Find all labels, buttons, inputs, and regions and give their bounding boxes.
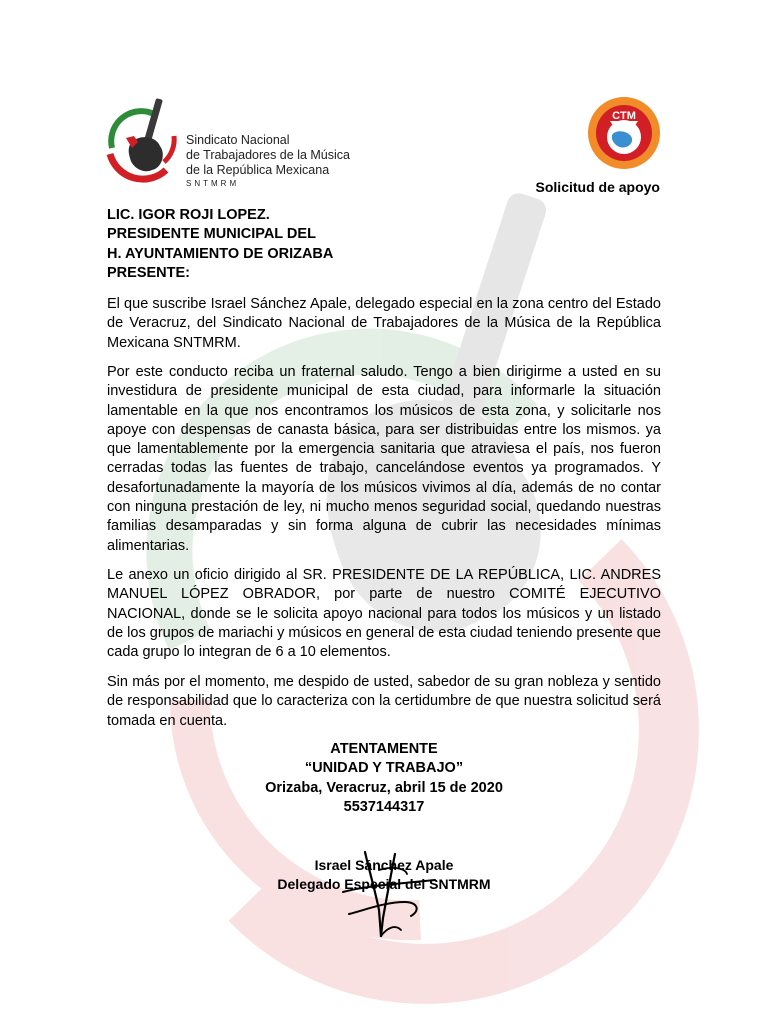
union-logo	[104, 96, 184, 186]
ctm-seal-logo	[586, 95, 662, 171]
organization-name	[186, 133, 350, 190]
addressee-line-4: PRESENTE:	[107, 264, 190, 281]
addressee-line-2: PRESIDENTE MUNICIPAL DEL	[107, 226, 316, 243]
closing-phone: 5537144317	[343, 798, 425, 815]
body-paragraph-1: El que suscribe Israel Sánchez Apale, delegado especial en la zona centro del Estado de Veracruz, del Sindicato Nacional de Trabajadores de la Música de la República Mexicana SNTMRM.	[107, 296, 661, 351]
org-name-line-1: Sindicato Nacional	[186, 133, 290, 147]
addressee-line-1: LIC. IGOR ROJI LOPEZ.	[107, 207, 270, 223]
addressee-block	[107, 206, 333, 283]
addressee-line-3: H. AYUNTAMIENTO DE ORIZABA	[107, 245, 334, 262]
closing-motto: “UNIDAD Y TRABAJO”	[304, 760, 464, 777]
org-name-line-2: de Trabajadores de la Música	[186, 148, 350, 162]
signer-title: Delegado Especial del SNTMRM	[277, 876, 491, 892]
body-paragraph-3: Le anexo un oficio dirigido al SR. PRESIDENTE DE LA REPÚBLICA, LIC. ANDRES MANUEL LÓPEZ OBRADOR, por parte de nuestro COMITÉ EJECUTIVO NACIONAL, donde se le solicita apoyo nacional para todos los músicos y un listado de los grupos de mariachi y músicos en general de esta ciudad teniendo presente que cada grupo lo integran de 6 a 10 elementos.	[107, 567, 661, 661]
ctm-seal-text: CTM	[612, 110, 636, 122]
handwritten-signature	[335, 840, 445, 940]
body-paragraph-2: Por este conducto reciba un fraternal saludo. Tengo a bien dirigirme a usted en su investidura de presidente municipal de esta ciudad, para informarle la situación lamentable en la que nos encontramos los músicos de esta zona, y solicitarle nos apoye con despensas de canasta básica, para ser distribuidas entre los mismos. ya que lamentablemente por la emergencia sanitaria que atraviesa el país, nos fueron cerradas todas las fuentes de trabajo, cancelándose eventos ya programados. Y desafortunadamente la mayoría de los músicos vivimos al día, además de no contar con ninguna prestación de ley, ni mucho menos seguridad social, quedando nuestras familias desamparadas y sin forma alguna de cubrir las necesidades mínimas alimentarias.	[107, 364, 661, 554]
closing-block	[107, 740, 661, 817]
closing-line-1: ATENTAMENTE	[330, 741, 438, 757]
org-acronym: SNTMRM	[186, 179, 240, 188]
signer-name: Israel Sánchez Apale	[314, 857, 454, 873]
org-name-line-3: de la República Mexicana	[186, 163, 330, 177]
closing-place-date: Orizaba, Veracruz, abril 15 de 2020	[265, 779, 503, 796]
body-paragraph-4: Sin más por el momento, me despido de usted, sabedor de su gran nobleza y sentido de responsabilidad que lo caracteriza con la certidumbre de que nuestra solicitud será tomada en cuenta.	[107, 674, 661, 729]
document-subject: Solicitud de apoyo	[535, 179, 660, 195]
